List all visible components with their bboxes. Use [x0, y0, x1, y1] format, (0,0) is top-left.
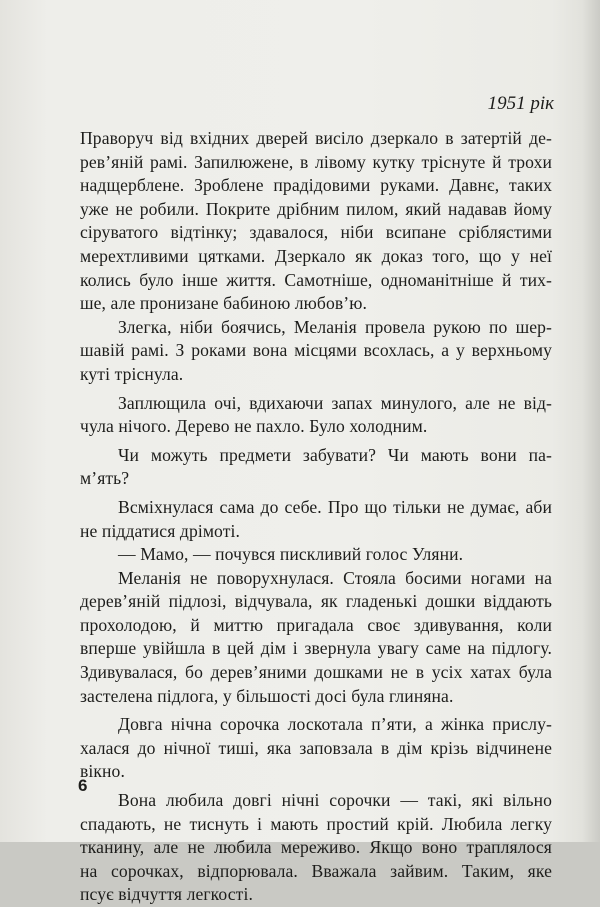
page-number: 6 — [78, 776, 88, 795]
text-line: рев’яній рамі. Запилюжене, в лівому кутку тріснуте й трохи — [80, 151, 552, 172]
text-line: тканину, але не любила мереживо. Якщо воно траплялося — [80, 837, 552, 858]
text-line: уже не робили. Покрите дрібним пилом, який надавав йому — [80, 198, 552, 219]
text-line: халася до нічної тиші, яка заповзала в дім крізь відчинене — [80, 737, 552, 758]
text-line: сіруватого відтінку; здавалося, ніби всипане сріблястими — [80, 222, 552, 243]
body-text — [80, 127, 552, 907]
text-line: ше, але пронизане бабиною любов’ю. — [80, 293, 367, 314]
text-line: спадають, не тиснуть і мають простий крій. Любила легку — [80, 813, 552, 834]
text-line: не піддатися дрімоті. — [80, 520, 240, 541]
text-line: псує відчуття легкості. — [80, 884, 253, 905]
text-line: шавій рамі. З роками вона місцями всохлась, а у верхньому — [80, 340, 552, 361]
text-line: Злегка, ніби боячись, Меланія провела рукою по шер- — [118, 316, 552, 337]
text-line: Вона любила довгі нічні сорочки — такі, які вільно — [118, 790, 552, 811]
text-line: Заплющила очі, вдихаючи запах минулого, але не від- — [118, 392, 552, 413]
text-line: дерев’яній підлозі, відчувала, як гладенькі дошки віддають — [80, 591, 552, 612]
text-line: Всміхнулася сама до себе. Про що тільки не думає, аби — [118, 496, 552, 517]
text-line: на сорочках, відпорювала. Вважала зайвим. Таким, яке — [80, 860, 552, 881]
text-line: м’ять? — [80, 468, 130, 489]
text-line: мерехтливими цятками. Дзеркало як доказ того, що у неї — [80, 245, 552, 266]
chapter-year-heading: 1951 рік — [487, 93, 554, 114]
page-edge-shadow — [582, 0, 600, 842]
text-line: куті тріснула. — [80, 363, 184, 384]
text-line: Чи можуть предмети забувати? Чи мають вони па- — [118, 444, 552, 465]
text-line: вперше увійшла в цей дім і звернула увагу саме на підлогу. — [80, 638, 552, 659]
text-line: Меланія не поворухнулася. Стояла босими ногами на — [118, 567, 552, 588]
text-line: прохолодою, й миттю пригадала своє здивування, коли — [80, 614, 552, 635]
text-line: Праворуч від вхідних дверей висіло дзеркало в затертій де- — [80, 128, 552, 148]
text-line: Довга нічна сорочка лоскотала п’яти, а жінка прислу- — [118, 714, 552, 735]
text-line: Здивувалася, бо дерев’яними дошками не в усіх хатах була — [80, 662, 552, 683]
text-line: чула нічого. Дерево не пахло. Було холодним. — [80, 416, 428, 437]
text-line: — Мамо, — почувся пискливий голос Уляни. — [118, 544, 464, 565]
text-line: надщерблене. Зроблене прадідовими руками. Давнє, таких — [80, 175, 552, 196]
text-line: колись було інше життя. Самотніше, одноманітніше й тих- — [80, 269, 552, 290]
text-line: застелена підлога, у більшості досі була глиняна. — [80, 685, 454, 706]
text-line: вікно. — [80, 761, 125, 782]
